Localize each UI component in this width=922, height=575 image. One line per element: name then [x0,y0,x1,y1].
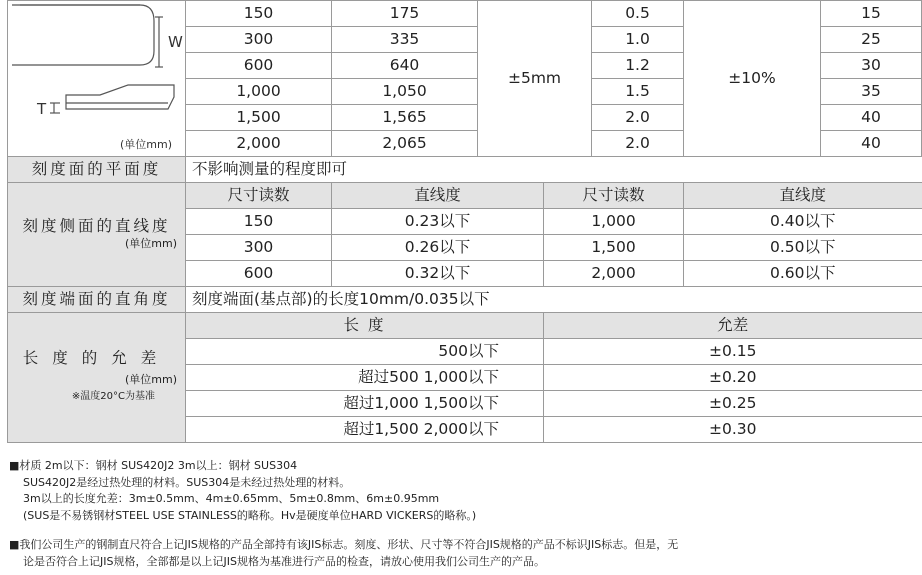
flatness-value: 不影响测量的程度即可 [186,157,922,183]
diagram-unit: (单位mm) [120,138,173,151]
jis-line: 论是否符合上记JIS规格，全部都是以上记JIS规格为基准进行产品的检查，请放心使用我们公司生产的产品。 [23,554,545,568]
thickness-tolerance: ±10% [684,1,821,157]
flatness-label: 刻度面的平面度 [8,157,186,183]
table-cell: 超过1,000 1,500以下 [186,391,544,417]
table-cell: 0.50以下 [684,235,922,261]
squareness-value: 刻度端面(基点部)的长度10mm/0.035以下 [186,287,922,313]
hardness-cell: 40 [821,131,922,157]
length-tolerance-label-cell [8,313,186,443]
width-cell: 175 [332,1,478,27]
thickness-cell: 2.0 [592,131,684,157]
material-line: ■材质 2m以下：钢材 SUS420J2 3m以上：钢材 SUS304 [9,459,298,472]
thickness-cell: 0.5 [592,1,684,27]
length-tolerance-unit: (单位mm) [124,373,177,386]
length-tolerance-header: 长 度 [186,313,544,339]
table-cell: 500以下 [186,339,544,365]
width-cell: 1,565 [332,105,478,131]
table-cell: 超过500 1,000以下 [186,365,544,391]
length-cell: 2,000 [186,131,332,157]
width-cell: 335 [332,27,478,53]
length-cell: 300 [186,27,332,53]
straightness-header: 尺寸读数 [186,183,332,209]
length-tolerance-label: 长度的允差 [22,349,171,367]
thickness-label: T [37,100,47,118]
table-cell: 1,000 [544,209,684,235]
table-cell: 0.23以下 [332,209,544,235]
length-cell: 1,500 [186,105,332,131]
table-cell: ±0.20 [544,365,922,391]
width-cell: 640 [332,53,478,79]
material-notes [9,458,476,524]
table-cell: 2,000 [544,261,684,287]
length-tolerance-header: 允差 [544,313,922,339]
temperature-note: ※温度20°C为基准 [71,391,155,402]
table-cell: 超过1,500 2,000以下 [186,417,544,443]
ruler-dimension-icon [8,1,186,156]
table-cell: 0.40以下 [684,209,922,235]
table-cell: ±0.30 [544,417,922,443]
straightness-label: 刻度侧面的直线度 [22,216,171,235]
hardness-cell: 35 [821,79,922,105]
straightness-header: 尺寸读数 [544,183,684,209]
length-cell: 600 [186,53,332,79]
ruler-diagram [8,1,186,157]
squareness-label: 刻度端面的直角度 [8,287,186,313]
table-cell: 0.60以下 [684,261,922,287]
table-cell: 1,500 [544,235,684,261]
jis-notes [9,537,678,570]
length-cell: 150 [186,1,332,27]
hardness-cell: 30 [821,53,922,79]
length-cell: 1,000 [186,79,332,105]
table-cell: 0.26以下 [332,235,544,261]
hardness-cell: 25 [821,27,922,53]
width-cell: 2,065 [332,131,478,157]
thickness-cell: 1.2 [592,53,684,79]
material-line: SUS420J2是经过热处理的材料。SUS304是未经过热处理的材料。 [23,475,351,489]
straightness-header: 直线度 [684,183,922,209]
straightness-header: 直线度 [332,183,544,209]
jis-line: ■我们公司生产的钢制直尺符合上记JIS规格的产品全部持有该JIS标志。刻度、形状、尺寸等不符合JIS规格的产品不标识JIS标志。但是，无 [9,538,679,551]
table-cell: ±0.25 [544,391,922,417]
table-cell: 600 [186,261,332,287]
straightness-label-cell [8,183,186,287]
thickness-cell: 2.0 [592,105,684,131]
material-line: (SUS是不易锈钢材STEEL USE STAINLESS的略称。Hv是硬度单位HARD VICKERS的略称。) [23,508,477,522]
material-line: 3m以上的长度允差：3m±0.5mm、4m±0.65mm、5m±0.8mm、6m±0.95mm [23,492,440,505]
hardness-cell: 15 [821,1,922,27]
width-label: W [168,33,183,51]
hardness-cell: 40 [821,105,922,131]
table-cell: 300 [186,235,332,261]
width-cell: 1,050 [332,79,478,105]
width-tolerance: ±5mm [478,1,592,157]
thickness-cell: 1.0 [592,27,684,53]
thickness-cell: 1.5 [592,79,684,105]
table-cell: ±0.15 [544,339,922,365]
table-cell: 0.32以下 [332,261,544,287]
straightness-unit: (单位mm) [124,236,177,250]
spec-table [7,0,881,443]
table-cell: 150 [186,209,332,235]
